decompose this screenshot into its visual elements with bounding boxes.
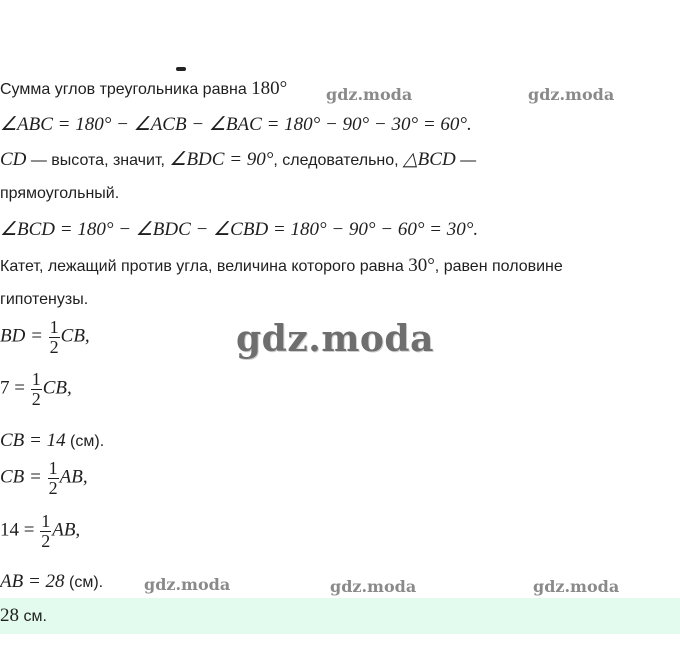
math-expression: AB = 28 xyxy=(0,571,65,592)
math-lhs: 14 = xyxy=(0,519,40,541)
math-rhs: AB, xyxy=(52,519,81,541)
math-value: 180° xyxy=(251,78,288,99)
fraction-denominator: 2 xyxy=(48,478,58,498)
answer-bar xyxy=(0,598,680,634)
line-text: прямоугольный. xyxy=(0,185,120,202)
equation-bd xyxy=(0,318,90,357)
line-text: , равен половине xyxy=(434,258,563,275)
text-line-hypotenuse xyxy=(0,291,88,309)
fraction-numerator: 1 xyxy=(31,369,41,389)
equation-abc xyxy=(0,113,472,136)
line-text: Сумма углов треугольника равна xyxy=(0,81,252,98)
fraction xyxy=(48,459,59,498)
answer-value: 28 xyxy=(0,605,19,626)
line-text: гипотенузы. xyxy=(0,291,89,308)
math-expression: ∠ABC = 180° − ∠ACB − ∠BAC = 180° − 90° − 30° = 60°. xyxy=(0,114,472,135)
watermark: gdz.moda xyxy=(144,575,231,594)
watermark: gdz.moda xyxy=(533,577,620,596)
equation-bcd xyxy=(0,218,478,241)
math-triangle: △BCD xyxy=(403,149,456,170)
math-cd: CD xyxy=(0,149,27,170)
line-text: — высота, значит, xyxy=(26,152,170,169)
equation-cb-14 xyxy=(0,430,104,452)
fraction-numerator: 1 xyxy=(49,317,59,337)
line-text: — xyxy=(455,152,477,169)
fraction-numerator: 1 xyxy=(41,511,51,531)
line-text: , следовательно, xyxy=(273,152,404,169)
fraction xyxy=(40,512,51,551)
equation-cb-ab xyxy=(0,459,88,498)
text-line-cathetus xyxy=(0,255,563,277)
fraction-denominator: 2 xyxy=(49,337,59,357)
unit-text: (см). xyxy=(64,574,104,591)
math-rhs: AB, xyxy=(59,466,88,488)
math-rhs: CB, xyxy=(60,325,90,347)
stray-mark xyxy=(176,67,186,71)
math-rhs: CB, xyxy=(42,377,72,399)
fraction-denominator: 2 xyxy=(41,531,51,551)
answer-text xyxy=(0,605,47,627)
math-bdc: ∠BDC = 90° xyxy=(169,149,274,170)
text-line-height xyxy=(0,148,476,171)
fraction-denominator: 2 xyxy=(31,389,41,409)
equation-7 xyxy=(0,370,72,409)
math-expression: CB = 14 xyxy=(0,430,66,451)
math-value: 30° xyxy=(408,255,435,276)
fraction-numerator: 1 xyxy=(48,458,58,478)
line-text: Катет, лежащий против угла, величина которого равна xyxy=(0,258,409,275)
fraction xyxy=(31,370,42,409)
watermark: gdz.moda xyxy=(330,577,417,596)
text-line-angle-sum xyxy=(0,78,287,100)
watermark: gdz.moda xyxy=(528,85,615,104)
equation-ab-28 xyxy=(0,571,103,593)
equation-14 xyxy=(0,512,80,551)
unit-text: (см). xyxy=(65,433,105,450)
answer-unit: см. xyxy=(19,608,47,625)
watermark-large: gdz.moda xyxy=(236,318,434,360)
fraction xyxy=(49,318,60,357)
text-line-right-triangle xyxy=(0,185,119,203)
math-lhs: 7 = xyxy=(0,377,30,399)
math-lhs: BD = xyxy=(0,325,48,347)
math-lhs: CB = xyxy=(0,466,47,488)
math-expression: ∠BCD = 180° − ∠BDC − ∠CBD = 180° − 90° − 60° = 30°. xyxy=(0,219,479,240)
watermark: gdz.moda xyxy=(326,85,413,104)
